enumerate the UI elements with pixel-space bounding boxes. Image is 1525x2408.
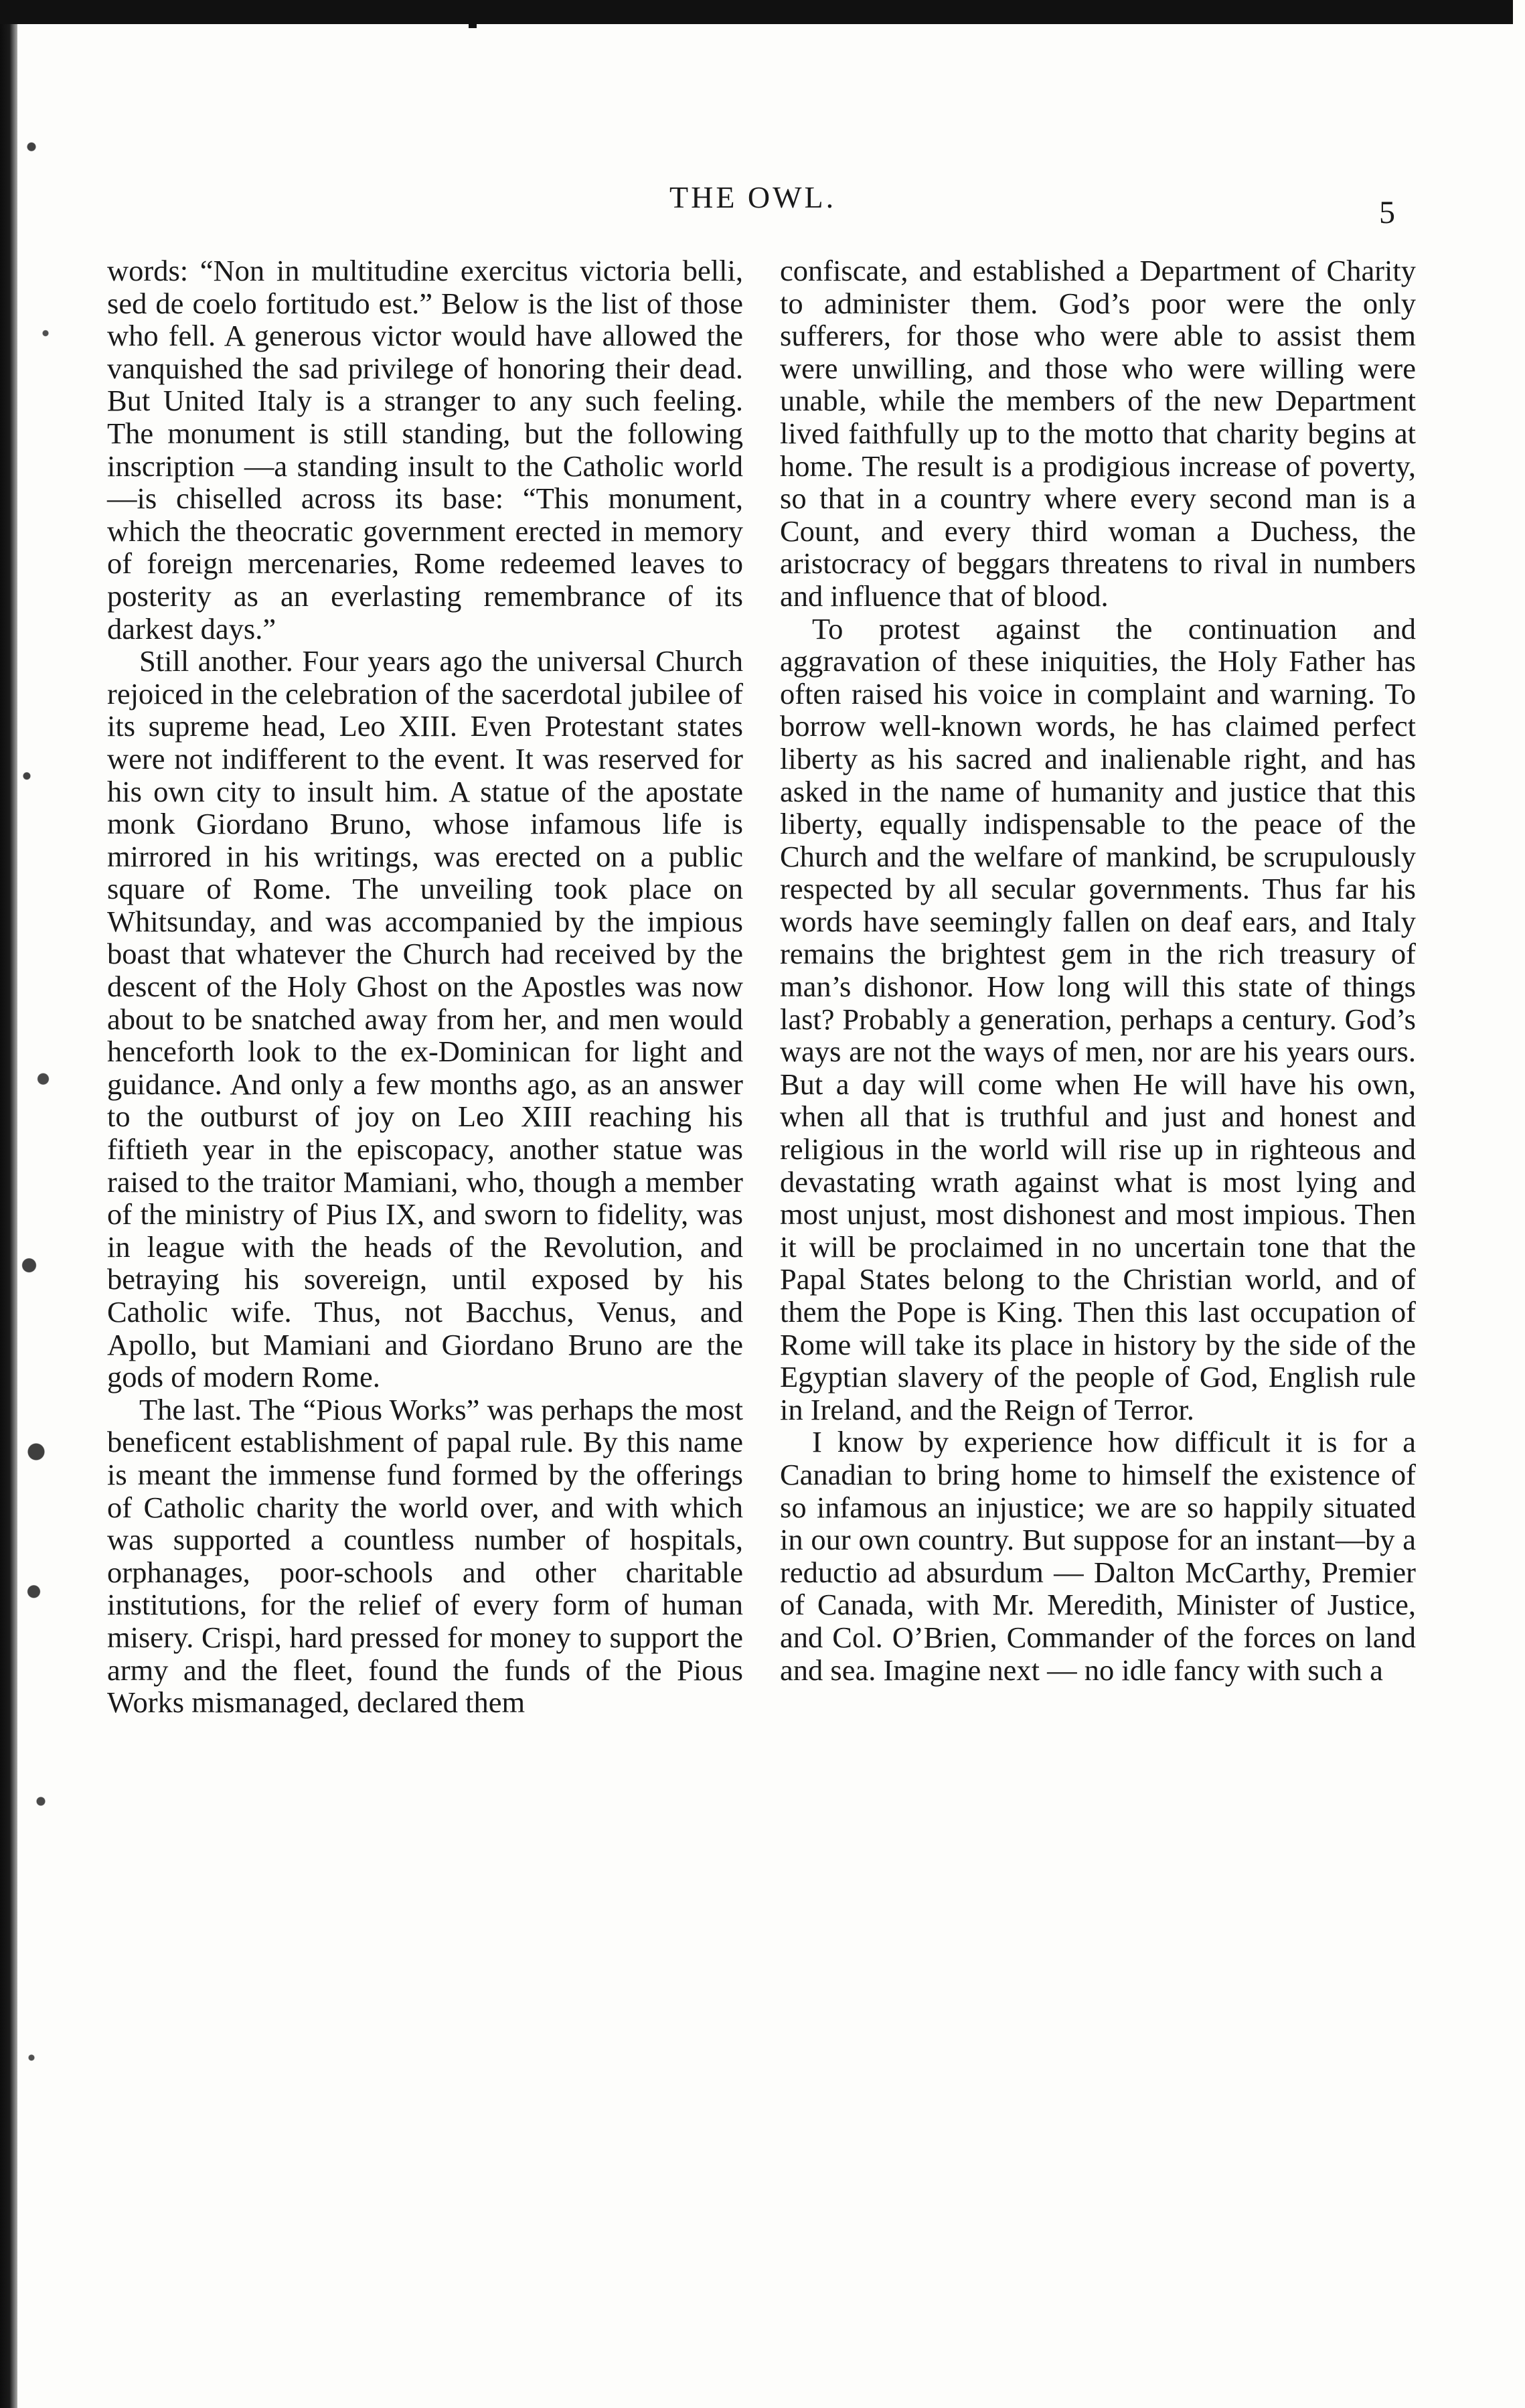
paragraph: The last. The “Pious Works” was perhaps the most beneficent establishment of papal rule. By this name is meant the immense fund formed by the offerings of Catholic charity the world over, and with which was supported a countless number of hospitals, orphanages, poor-schools and other charitable institutions, for the relief of every form of human misery. Crispi, hard pressed for money to support the army and the fleet, found the funds of the Pious Works mismanaged, declared them <box>107 1392 743 1720</box>
paragraph: To protest against the continuation and aggravation of these iniquities, the Holy Father has often raised his voice in complaint and warning. To borrow well-known words, he has claimed perfect liberty as his sacred and inalienable right, and has asked in the name of humanity and justice that this liberty, equally indispensable to the peace of the Church and the welfare of mankind, be scrupulously respected by all secular governments. Thus far his words have seemingly fallen on deaf ears, and Italy remains the brightest gem in the rich treasury of man’s dishonor. How long will this state of things last? Probably a generation, perhaps a century. God’s ways are not the ways of men, nor are his years ours. But a day will come when He will have his own, when all that is truthful and just and honest and religious in the world will rise up in righteous and devastating wrath against what is most lying and most unjust, most dishonest and most impious. Then it will be proclaimed in no uncertain tone that the Papal States belong to the Christian world, and of them the Pope is King. Then this last occupation of Rome will take its place in history by the side of the Egyptian slavery of the people of God, English rule in Ireland, and the Reign of Terror. <box>780 611 1416 1426</box>
paragraph: words: “Non in multitudine exercitus victoria belli, sed de coelo fortitudo est.” Below is the list of those who fell. A generous victor would have allowed the vanquished the sad privilege of honoring their dead. But United Italy is a stranger to any such feeling. The monument is still standing, but the following inscription —a standing insult to the Catholic world—is chiselled across its base: “This monument, which the theocratic government erected in memory of foreign mercenaries, Rome redeemed leaves to posterity as an everlasting remembrance of its darkest days.” <box>107 254 743 646</box>
top-rule-mark <box>469 13 477 28</box>
scanned-binding-edge <box>0 0 74 2408</box>
page-number: 5 <box>1379 195 1395 230</box>
paragraph: I know by experience how difficult it is for a Canadian to bring home to himself the existence of so infamous an injustice; we are so happily situated in our own country. But suppose for an instant—by a reductio ad absurdum — Dalton McCarthy, Premier of Canada, with Mr. Meredith, Minister of Justice, and Col. O’Brien, Commander of the forces on land and sea. Imagine next — no idle fancy with such a <box>780 1425 1416 1687</box>
binding-spine-shadow <box>0 24 17 2408</box>
top-page-rule <box>0 0 1513 24</box>
paragraph: Still another. Four years ago the universal Church rejoiced in the celebration of the sacerdotal jubilee of its supreme head, Leo XIII. Even Protestant states were not indifferent to the event. It was reserved for his own city to insult him. A statue of the apostate monk Giordano Bruno, whose infamous life is mirrored in his writings, was erected on a public square of Rome. The unveiling took place on Whitsunday, and was accompanied by the impious boast that whatever the Church had received by the descent of the Holy Ghost on the Apostles was now about to be snatched away from her, and men would henceforth look to the ex-Dominican for light and guidance. And only a few months ago, as an answer to the outburst of joy on Leo XIII reaching his fiftieth year in the episcopacy, another statue was raised to the traitor Mamiani, who, though a member of the ministry of Pius IX, and sworn to fidelity, was in league with the heads of the Revolution, and betraying his sovereign, until exposed by his Catholic wife. Thus, not Bacchus, Venus, and Apollo, but Mamiani and Giordano Bruno are the gods of modern Rome. <box>107 644 743 1394</box>
text-column-left <box>107 254 743 1719</box>
binding-ink-specks <box>17 54 64 2384</box>
running-title: THE OWL. <box>669 180 837 214</box>
text-column-right <box>780 254 1416 1686</box>
paragraph: confiscate, and established a Department of Charity to administer them. God’s poor were the only sufferers, for those who were able to assist them were unwilling, and those who were willing were unable, while the members of the new Department lived faithfully up to the motto that charity begins at home. The result is a prodigious increase of poverty, so that in a country where every second man is a Count, and every third woman a Duchess, the aristocracy of beggars threatens to rival in numbers and influence that of blood. <box>780 254 1416 613</box>
